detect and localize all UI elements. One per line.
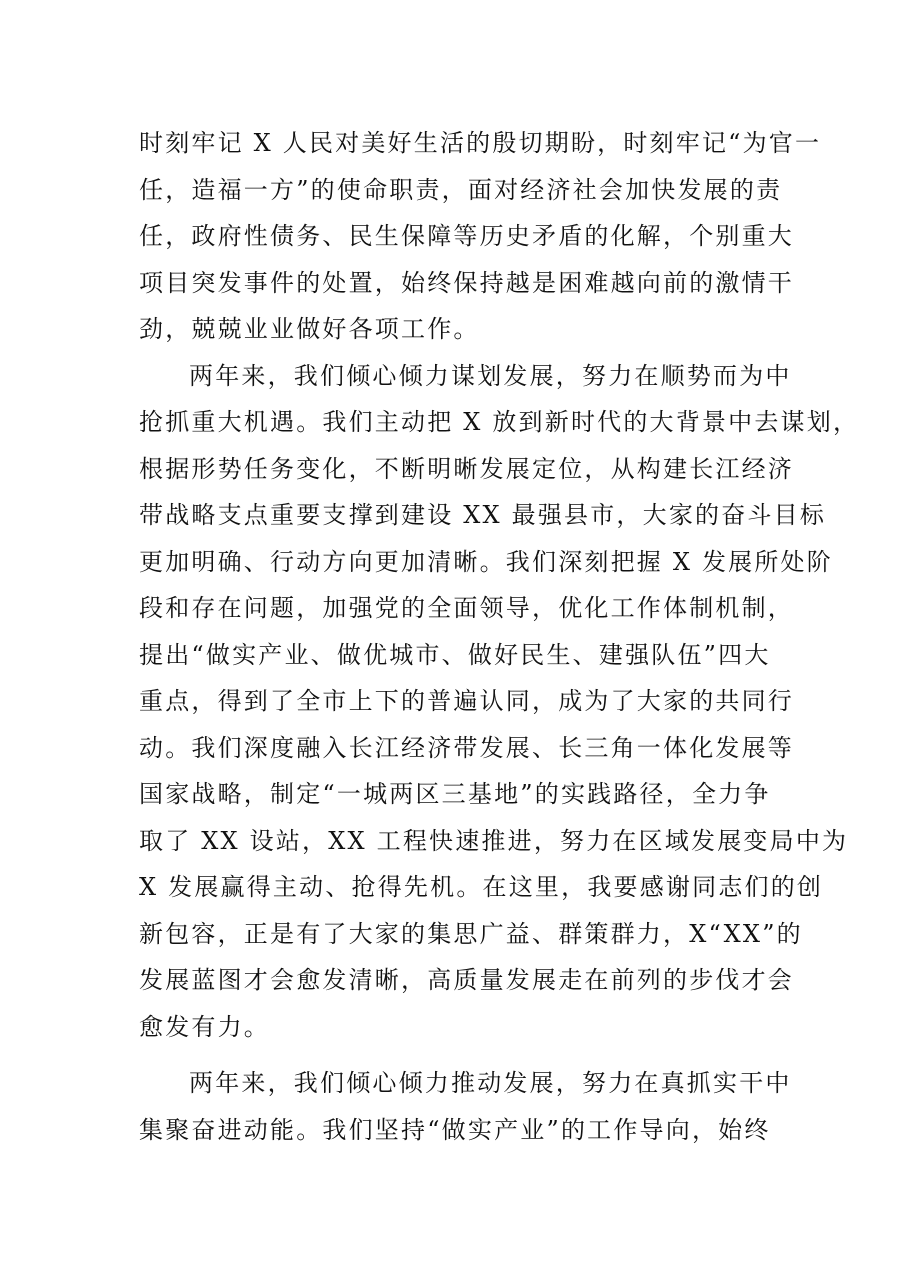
paragraph-1-line-3: 任，政府性债务、民生保障等历史矛盾的化解，个别重大 xyxy=(139,222,794,250)
paragraph-2-line-2: 抢抓重大机遇。我们主动把 X 放到新时代的大背景中去谋划， xyxy=(139,408,860,436)
paragraph-2-line-12: X 发展赢得主动、抢得先机。在这里，我要感谢同志们的创 xyxy=(139,873,824,901)
paragraph-2-line-6: 段和存在问题，加强党的全面领导，优化工作体制机制， xyxy=(139,594,794,622)
document-body xyxy=(139,120,860,1153)
paragraph-2-line-3: 根据形势任务变化，不断明晰发展定位，从构建长江经济 xyxy=(139,454,794,483)
paragraph-2-line-7: 提出“做实产业、做优城市、做好民生、建强队伍”四大 xyxy=(139,640,771,669)
paragraph-1-line-5: 劲，兢兢业业做好各项工作。 xyxy=(139,315,480,343)
paragraph-2-line-5: 更加明确、行动方向更加清晰。我们深刻把握 X 发展所处阶 xyxy=(139,547,833,576)
paragraph-2-line-1: 两年来，我们倾心倾力谋划发展，努力在顺势而为中 xyxy=(189,361,792,390)
paragraph-gap xyxy=(139,1050,779,1060)
paragraph-1-line-1: 时刻牢记 X 人民对美好生活的殷切期盼，时刻牢记“为官一 xyxy=(139,129,822,157)
paragraph-1-line-2: 任，造福一方”的使命职责，面对经济社会加快发展的责 xyxy=(139,175,783,204)
paragraph-2 xyxy=(139,353,860,1051)
paragraph-2-line-13: 新包容，正是有了大家的集思广益、群策群力，X“XX”的 xyxy=(139,919,803,948)
paragraph-2-line-15: 愈发有力。 xyxy=(139,1012,270,1041)
paragraph-3 xyxy=(139,1060,792,1153)
paragraph-2-line-10: 国家战略，制定“一城两区三基地”的实践路径，全力争 xyxy=(139,780,771,808)
paragraph-3-line-1: 两年来，我们倾心倾力推动发展，努力在真抓实干中 xyxy=(189,1069,792,1097)
paragraph-2-line-8: 重点，得到了全市上下的普遍认同，成为了大家的共同行 xyxy=(139,687,794,715)
paragraph-1-line-4: 项目突发事件的处置，始终保持越是困难越向前的激情干 xyxy=(139,268,794,297)
paragraph-2-line-9: 动。我们深度融入长江经济带发展、长三角一体化发展等 xyxy=(139,733,794,762)
paragraph-2-line-4: 带战略支点重要支撑到建设 XX 最强县市，大家的奋斗目标 xyxy=(139,501,827,529)
paragraph-2-line-11: 取了 XX 设站，XX 工程快速推进，努力在区域发展变局中为 xyxy=(139,826,849,855)
paragraph-3-line-2: 集聚奋进动能。我们坚持“做实产业”的工作导向，始终 xyxy=(139,1115,771,1144)
paragraph-2-line-14: 发展蓝图才会愈发清晰，高质量发展走在前列的步伐才会 xyxy=(139,966,794,994)
paragraph-1 xyxy=(139,120,822,353)
